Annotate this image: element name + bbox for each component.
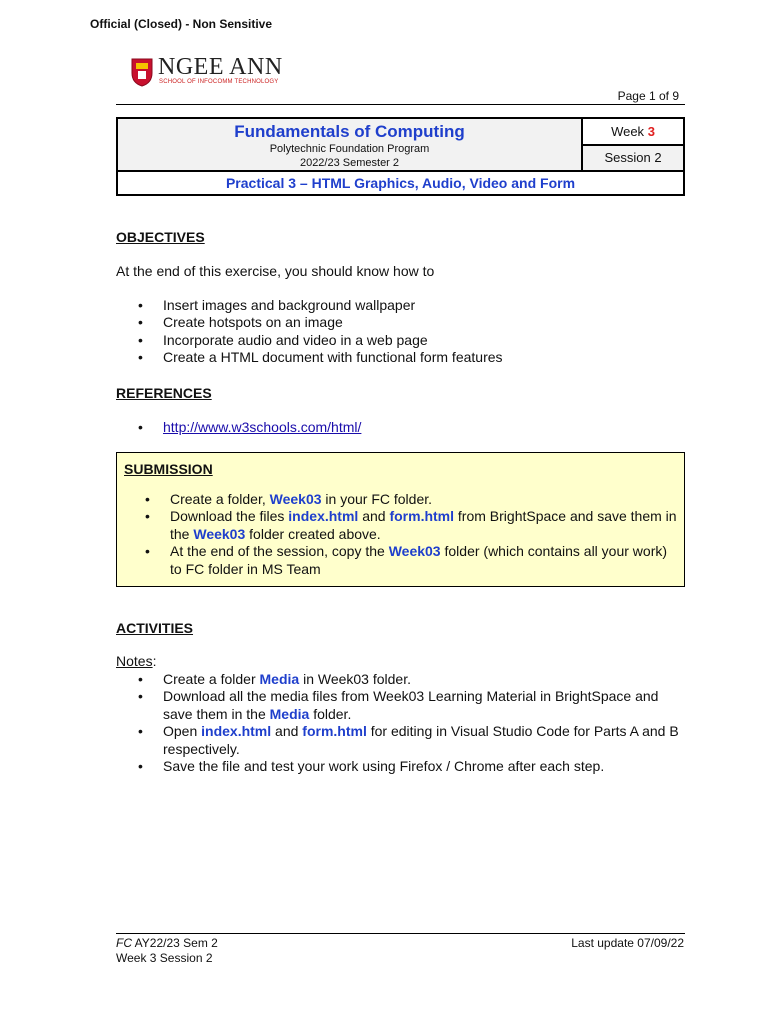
keyword: Media <box>269 705 310 722</box>
references-heading: REFERENCES <box>116 385 212 401</box>
keyword: index.html <box>201 723 272 740</box>
activities-heading: ACTIVITIES <box>116 620 194 636</box>
practical-title: Practical 3 – HTML Graphics, Audio, Video and Form <box>117 171 684 195</box>
crest-icon <box>130 57 154 87</box>
submission-box <box>116 452 685 587</box>
list-item: • Create hotspots on an image <box>116 314 686 331</box>
keyword: Media <box>259 671 300 687</box>
course-header-table <box>116 117 685 196</box>
list-item <box>116 419 686 436</box>
page-number: Page 1 of 9 <box>617 89 679 103</box>
semester-label: 2022/23 Semester 2 <box>299 157 400 169</box>
header-divider <box>116 104 685 105</box>
keyword: Week03 <box>269 491 322 507</box>
week-number: 3 <box>647 123 655 139</box>
list-item: • Download all the media files from Week03 Learning Material in BrightSpace and save them in the Media folder. <box>116 688 686 723</box>
activities-list <box>116 671 686 775</box>
submission-heading: SUBMISSION <box>124 461 213 477</box>
footer-divider <box>116 933 685 934</box>
keyword: Week03 <box>193 525 246 542</box>
notes-label: Notes: <box>116 653 157 669</box>
keyword: Week03 <box>388 543 441 560</box>
keyword: form.html <box>389 508 455 525</box>
list-item: • Create a HTML document with functional form features <box>116 349 686 366</box>
keyword: index.html <box>288 508 359 525</box>
week-label: Week <box>611 123 645 139</box>
school-logo <box>130 54 283 91</box>
list-item: • Create a folder, Week03 in your FC folder. <box>123 491 678 508</box>
references-list <box>116 419 686 436</box>
list-item: • At the end of the session, copy the Week03 folder (which contains all your work) to FC folder in MS Team <box>123 543 678 578</box>
objectives-intro: At the end of this exercise, you should know how to <box>116 263 435 279</box>
session-cell: Session 2 <box>582 145 684 172</box>
list-item: • Save the file and test your work using Firefox / Chrome after each step. <box>116 758 686 775</box>
list-item: • Incorporate audio and video in a web page <box>116 332 686 349</box>
footer-last-update: Last update 07/09/22 <box>571 936 684 950</box>
list-item: • Open index.html and form.html for editing in Visual Studio Code for Parts A and B respectively. <box>116 723 686 758</box>
list-item: • Create a folder Media in Week03 folder. <box>116 671 686 688</box>
list-item: • Download the files index.html and form.html from BrightSpace and save them in the Week03 folder created above. <box>123 508 678 543</box>
footer-week-session: Week 3 Session 2 <box>116 951 213 965</box>
week-cell <box>582 118 684 145</box>
submission-list <box>123 491 678 578</box>
program-name: Polytechnic Foundation Program <box>269 143 430 155</box>
classification-label: Official (Closed) - Non Sensitive <box>90 17 273 31</box>
objectives-heading: OBJECTIVES <box>116 229 205 245</box>
objectives-list <box>116 297 686 367</box>
list-item: • Insert images and background wallpaper <box>116 297 686 314</box>
logo-name: NGEE ANN <box>158 54 283 80</box>
logo-school: SCHOOL OF INFOCOMM TECHNOLOGY <box>159 79 279 85</box>
footer-course: FC AY22/23 Sem 2 Week 3 Session 2 <box>116 936 218 965</box>
w3schools-link[interactable]: http://www.w3schools.com/html/ <box>163 419 362 435</box>
keyword: form.html <box>302 723 367 740</box>
course-title: Fundamentals of Computing <box>234 122 465 141</box>
course-info-cell <box>117 118 582 171</box>
